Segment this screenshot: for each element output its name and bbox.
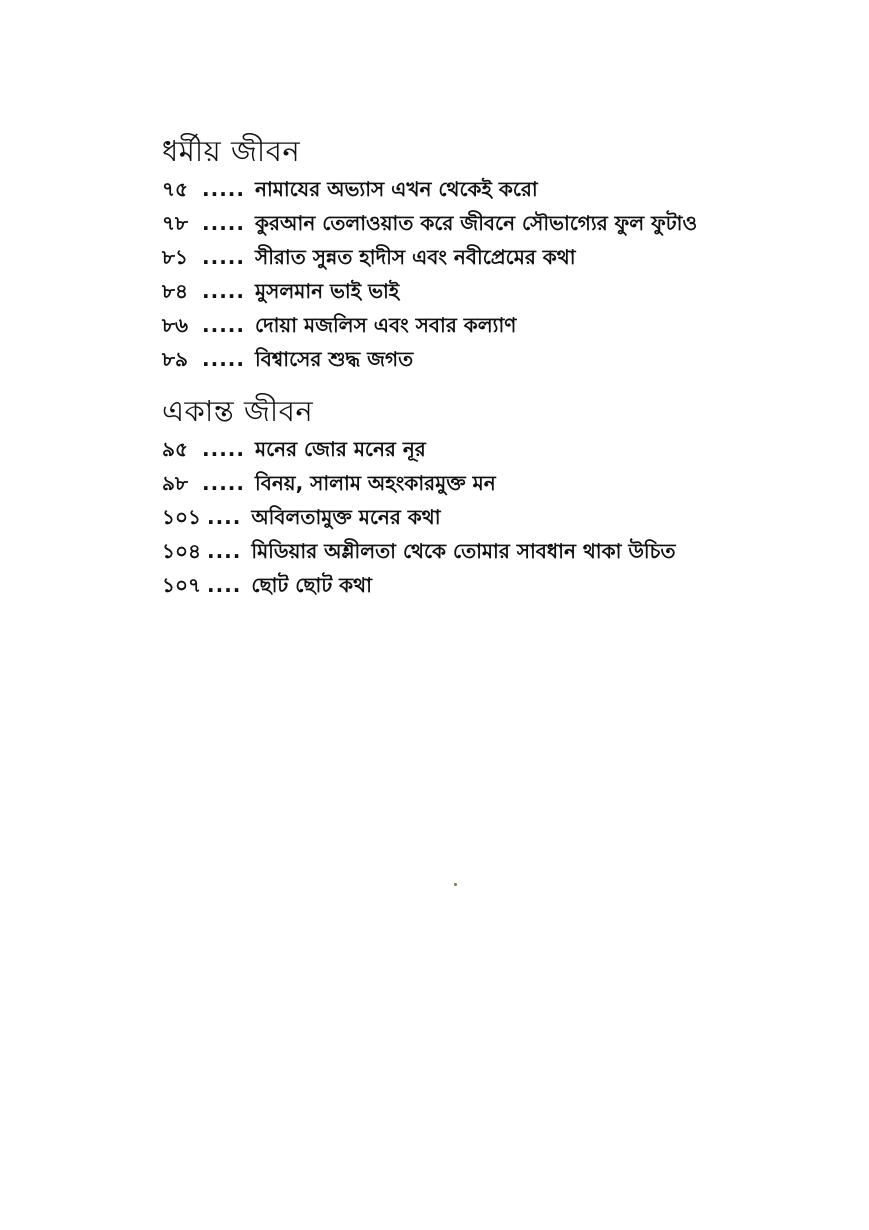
scan-speck xyxy=(454,883,457,886)
entry-leader-dots: ..... xyxy=(202,245,245,269)
toc-entry xyxy=(162,342,802,376)
toc-entry xyxy=(162,274,802,308)
entry-page-number: ৯৫ xyxy=(162,437,188,461)
entry-title: মিডিয়ার অশ্লীলতা থেকে তোমার সাবধান থাকা উচিত xyxy=(251,539,676,563)
toc-entry xyxy=(162,308,802,342)
entry-title: বিনয়, সালাম অহংকারমুক্ত মন xyxy=(255,471,496,495)
entry-title: অবিলতামুক্ত মনের কথা xyxy=(251,505,441,529)
entry-page-number: ১০৭ xyxy=(162,573,201,597)
entry-leader-dots: ..... xyxy=(202,313,245,337)
entry-leader-dots: ..... xyxy=(202,347,245,371)
toc-entry xyxy=(162,206,802,240)
entry-page-number: ৮৯ xyxy=(162,347,188,371)
toc-entry-list xyxy=(162,172,802,376)
entry-leader-dots: ..... xyxy=(202,437,245,461)
entry-page-number: ৭৫ xyxy=(162,177,188,201)
entry-page-number: ৮১ xyxy=(162,245,188,269)
entry-page-number: ৭৮ xyxy=(162,211,188,235)
entry-title: দোয়া মজলিস এবং সবার কল্যাণ xyxy=(255,313,517,337)
toc-entry xyxy=(162,240,802,274)
entry-leader-dots: .... xyxy=(206,505,242,529)
toc-entry xyxy=(162,568,802,602)
section-heading: একান্ত জীবন xyxy=(162,394,314,428)
toc-entry xyxy=(162,534,802,568)
entry-page-number: ১০৪ xyxy=(162,539,201,563)
entry-leader-dots: ..... xyxy=(202,279,245,303)
toc-entry xyxy=(162,432,802,466)
toc-entry xyxy=(162,172,802,206)
toc-section-private-life xyxy=(162,392,802,602)
entry-leader-dots: .... xyxy=(207,573,242,597)
entry-title: কুরআন তেলাওয়াত করে জীবনে সৌভাগ্যের ফুল ফুটাও xyxy=(255,211,698,235)
entry-leader-dots: ..... xyxy=(202,211,245,235)
entry-title: সীরাত সুন্নত হাদীস এবং নবীপ্রেমের কথা xyxy=(255,245,576,269)
toc-entry-list xyxy=(162,432,802,602)
entry-leader-dots: ..... xyxy=(202,177,245,201)
entry-page-number: ১০১ xyxy=(162,505,201,529)
toc-entry xyxy=(162,466,802,500)
section-heading: ধর্মীয় জীবন xyxy=(162,134,301,168)
entry-leader-dots: .... xyxy=(206,539,242,563)
entry-title: বিশ্বাসের শুদ্ধ জগত xyxy=(255,347,414,371)
entry-leader-dots: ..... xyxy=(202,471,245,495)
entry-title: মনের জোর মনের নূর xyxy=(255,437,426,461)
entry-page-number: ৯৮ xyxy=(162,471,188,495)
toc-section-religious-life xyxy=(162,132,802,376)
entry-title: নামাযের অভ্যাস এখন থেকেই করো xyxy=(255,177,538,201)
entry-page-number: ৮৪ xyxy=(162,279,188,303)
entry-title: মুসলমান ভাই ভাই xyxy=(255,279,400,303)
entry-page-number: ৮৬ xyxy=(162,313,188,337)
toc-entry xyxy=(162,500,802,534)
entry-title: ছোট ছোট কথা xyxy=(251,573,372,597)
